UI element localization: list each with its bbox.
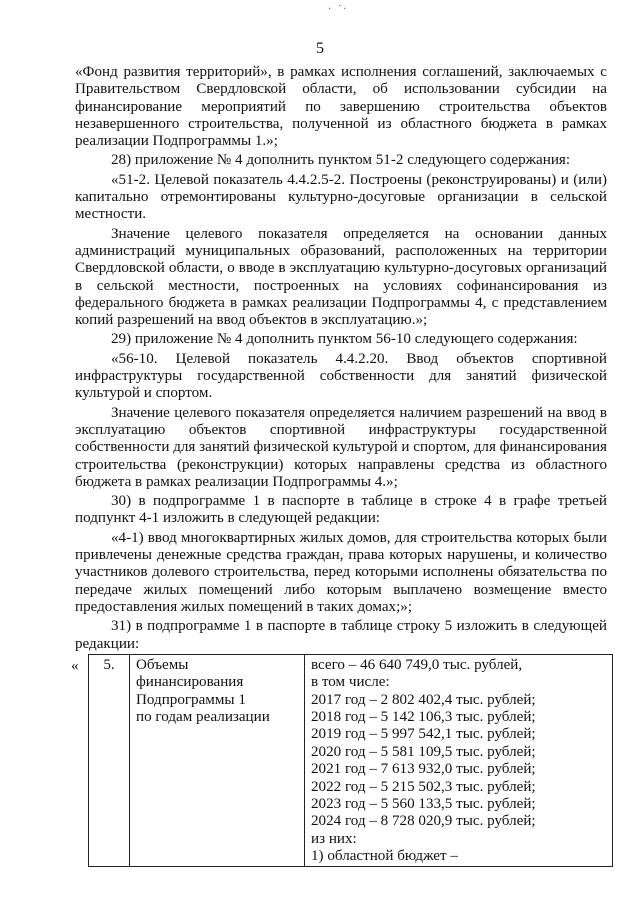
row-name-cell xyxy=(130,654,305,866)
financing-table-wrapper xyxy=(71,654,607,867)
name-line: Подпрограммы 1 xyxy=(136,691,246,708)
value-line: 1) областной бюджет – xyxy=(311,848,458,865)
value-line: 2020 год – 5 581 109,5 тыс. рублей; xyxy=(311,743,536,760)
value-line: из них: xyxy=(311,830,357,847)
paragraph-indicator-56-10: «56-10. Целевой показатель 4.4.2.20. Ввод объектов спортивной инфраструктуры государственной собственности для занятий физической культурой и спортом. xyxy=(75,350,607,402)
paragraph-item-28: 28) приложение № 4 дополнить пунктом 51-2 следующего содержания: xyxy=(111,152,571,169)
paragraph-item-29: 29) приложение № 4 дополнить пунктом 56-10 следующего содержания: xyxy=(111,331,578,348)
paragraph-indicator-51-2: «51-2. Целевой показатель 4.4.2.5-2. Построены (реконструированы) и (или) капитально отремонтированы культурно-досуговые организации в сельской местности. xyxy=(75,171,607,223)
value-line: 2019 год – 5 997 542,1 тыс. рублей; xyxy=(311,726,536,743)
page-number: 5 xyxy=(316,40,324,57)
value-line: 2024 год – 8 728 020,9 тыс. рублей; xyxy=(311,813,536,830)
scan-marks: · ˙· xyxy=(328,4,349,15)
row-value-cell xyxy=(305,654,613,866)
paragraph-fund-continuation: «Фонд развития территорий», в рамках исполнения соглашений, заключаемых с Правительством Свердловской области, об использовании субсидии на финансирование мероприятий по завершению строительства объектов незавершенного строительства, полученной из областного бюджета в рамках реализации Подпрограммы 1.»; xyxy=(75,64,607,150)
value-line: 2017 год – 2 802 402,4 тыс. рублей; xyxy=(311,691,536,708)
value-line: 2023 год – 5 560 133,5 тыс. рублей; xyxy=(311,796,536,813)
table-row xyxy=(89,654,613,866)
row-number-cell: 5. xyxy=(89,654,130,866)
value-line: всего – 46 640 749,0 тыс. рублей, xyxy=(311,656,523,673)
paragraph-indicator-56-10-value: Значение целевого показателя определяется наличием разрешений на ввод в эксплуатацию объектов спортивной инфраструктуры государственной собственности для занятий физической культурой и спортом, для финансирования строительства (реконструкции) которых направлены средства из областного бюджета в рамках реализации Подпрограммы 4.»; xyxy=(75,404,607,490)
paragraph-item-30: 30) в подпрограмме 1 в паспорте в таблице в строке 4 в графе третьей подпункт 4-1 изложить в следующей редакции: xyxy=(75,493,607,527)
value-line: в том числе: xyxy=(311,674,390,691)
financing-table xyxy=(88,654,613,867)
value-line: 2021 год – 7 613 932,0 тыс. рублей; xyxy=(311,761,536,778)
paragraph-item-31: 31) в подпрограмме 1 в паспорте в таблице строку 5 изложить в следующей редакции: xyxy=(75,618,607,652)
document-body xyxy=(71,64,607,867)
name-line: финансирования xyxy=(136,674,244,691)
value-line: 2018 год – 5 142 106,3 тыс. рублей; xyxy=(311,709,536,726)
value-line: 2022 год – 5 215 502,3 тыс. рублей; xyxy=(311,778,536,795)
name-line: по годам реализации xyxy=(136,709,270,726)
paragraph-indicator-51-2-value: Значение целевого показателя определяется на основании данных администраций муниципальных образований, расположенных на территории Свердловской области, о вводе в эксплуатацию культурно-досуговых организаций в сельской местности, построенных на условиях софинансирования из федерального бюджета в рамках реализации Подпрограммы 4, с представлением копий разрешений на ввод объектов в эксплуатацию.»; xyxy=(75,225,607,329)
paragraph-subitem-4-1: «4-1) ввод многоквартирных жилых домов, для строительства которых были привлечены денежные средства граждан, права которых нарушены, и количество участников долевого строительства, перед которыми исполнены обязательства по передаче жилых помещений либо которым выплачено возмещение вместо предоставления жилых помещений в таких домах;»; xyxy=(75,529,607,615)
table-open-quote: « xyxy=(71,657,79,674)
name-line: Объемы xyxy=(136,656,189,673)
